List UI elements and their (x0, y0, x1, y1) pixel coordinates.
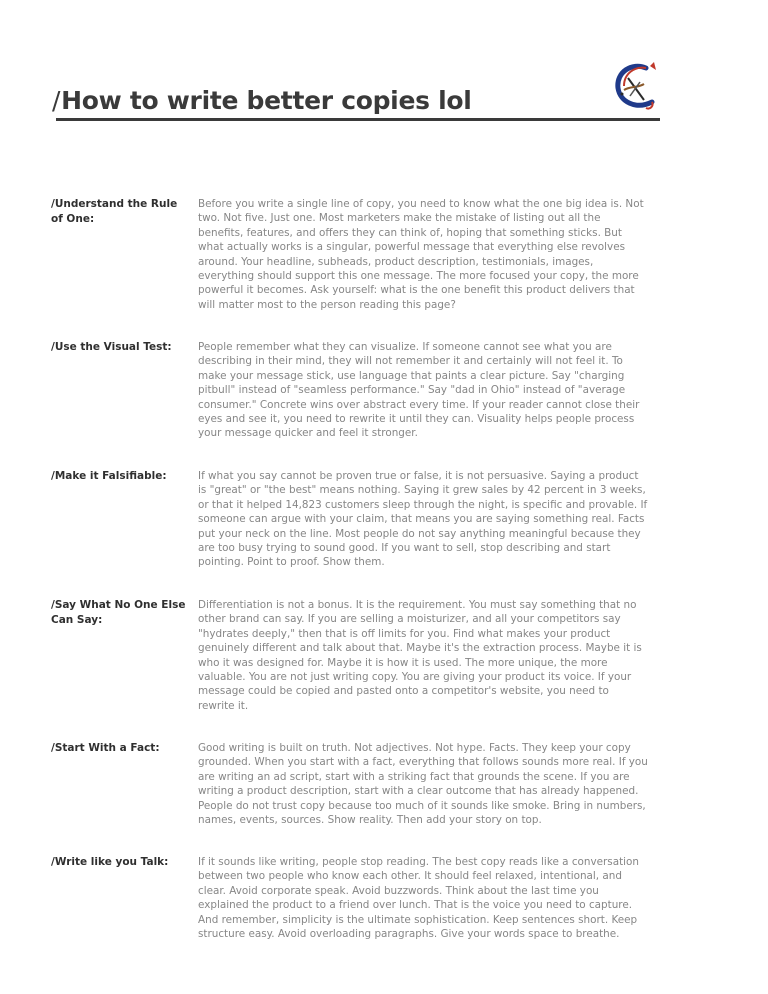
section-body: People remember what they can visualize. If someone cannot see what you are describing in their mind, they will not remember it and certainly will not feel it. To make your message stick, use language that paints a clear picture. Say "charging pitbull" instead of "seamless performance." Say "dad in Ohio" instead of "average consumer." Concrete wins over abstract every time. If your reader cannot close their eyes and see it, you need to rewrite it until they can. Visuality helps people process your message quicker and feel it stronger. (198, 341, 640, 440)
section-body: If it sounds like writing, people stop reading. The best copy reads like a conversation between two people who know each other. It should feel relaxed, intentional, and clear. Avoid corporate speak. Avoid buzzwords. Think about the last time you explained the product to a friend over lunch. That is the voice you need to capture. And remember, simplicity is the ultimate sophistication. Keep sentences short. Keep structure easy. Avoid overloading paragraphs. Give your words space to breathe. (198, 856, 639, 941)
section-body: Good writing is built on truth. Not adjectives. Not hype. Facts. They keep your copy grounded. When you start with a fact, everything that follows sounds more real. If you are writing an ad script, start with a striking fact that grounds the scene. If you are writing a product description, start with a clear outcome that has already happened. People do not trust copy because too much of it sounds like smoke. Bring in numbers, names, events, sources. Show reality. Then add your story on top. (198, 742, 648, 827)
section-label: /Use the Visual Test: (51, 341, 172, 353)
section-label: /Write like you Talk: (51, 856, 169, 868)
section-label: /Start With a Fact: (51, 742, 160, 754)
page-title (52, 86, 472, 115)
section-body: If what you say cannot be proven true or false, it is not persuasive. Saying a product is "great" or "the best" means nothing. Saying it grew sales by 42 percent in 3 weeks, or that it helped 14,823 customers sleep through the night, is specific and provable. If someone can argue with your claim, that means you are saying something real. Facts put your neck on the line. Most people do not say anything meaningful because they are too busy trying to sound good. If you want to sell, stop describing and start pointing. Point to proof. Show them. (198, 470, 648, 569)
section-label: /Understand the Rule of One: (51, 198, 178, 225)
section-label: /Say What No One Else Can Say: (51, 599, 186, 626)
title-text: How to write better copies lol (61, 86, 472, 115)
title-slash: / (52, 86, 61, 115)
section-body: Differentiation is not a bonus. It is the requirement. You must say something that no other brand can say. If you are selling a moisturizer, and all your competitors say "hydrates deeply," then that is off limits for you. Find what makes your product genuinely different and talk about that. Maybe it's the extraction process. Maybe it is who it was designed for. Maybe it is how it is used. The more unique, the more valuable. You are not just writing copy. You are giving your product its voice. If your message could be copied and pasted onto a competitor's website, you need to rewrite it. (198, 599, 642, 712)
section-body: Before you write a single line of copy, you need to know what the one big idea is. Not two. Not five. Just one. Most marketers make the mistake of listing out all the benefits, features, and offers they can think of, hoping that something sticks. But what actually works is a singular, powerful message that everything else revolves around. Your headline, subheads, product description, testimonials, images, everything should support this one message. The more focused your copy, the more powerful it becomes. Ask yourself: what is the one benefit this product delivers that will matter most to the person reading this page? (198, 198, 644, 311)
page-header (52, 60, 660, 124)
header-divider (56, 118, 660, 121)
monogram-logo-icon (610, 60, 660, 112)
section-label: /Make it Falsifiable: (51, 470, 167, 482)
